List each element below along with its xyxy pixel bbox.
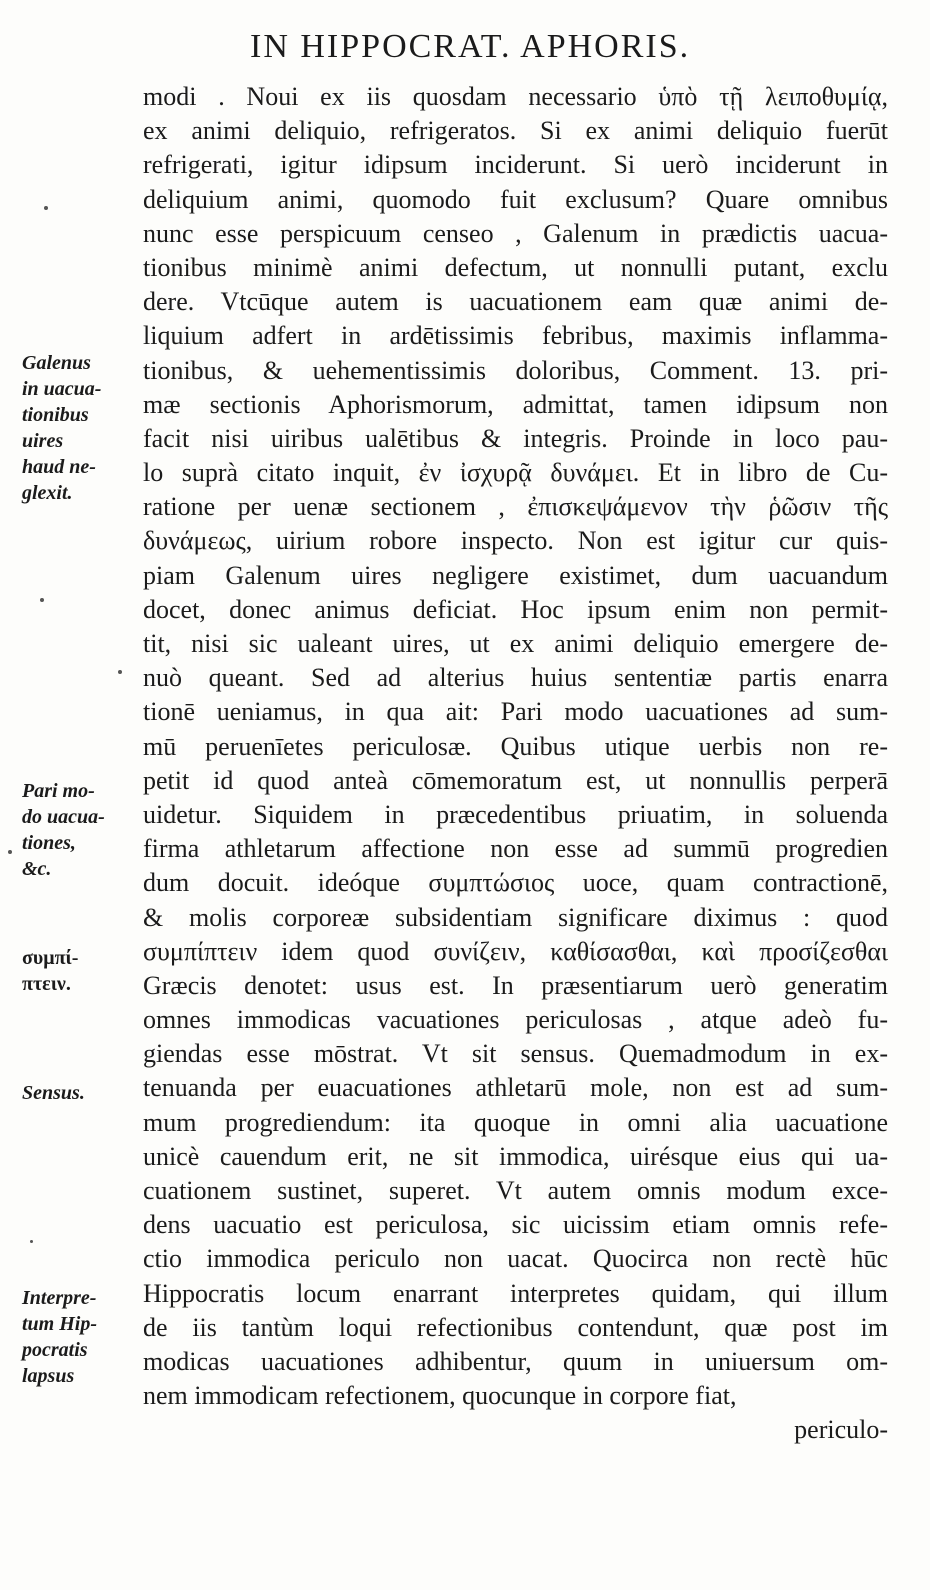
body-text <box>143 80 888 1448</box>
margin-note-pari-modo <box>22 778 134 882</box>
margin-note-greek <box>22 945 134 997</box>
margin-note-line: pocratis <box>22 1339 88 1361</box>
text-line-29: giendas esse mōstrat. Vt sit sensus. Quemadmodum in ex- <box>143 1039 888 1069</box>
text-line-35: ctio immodica periculo non uacat. Quocirca non rectè hūc <box>143 1244 888 1274</box>
ink-speck <box>30 1240 33 1243</box>
text-line-11: facit nisi uiribus ualētibus & integris. Proinde in loco pau- <box>143 423 888 453</box>
margin-note-sensus <box>22 1080 134 1106</box>
text-line-7: dere. Vtcūque autem is uacuationem eam quæ animi de- <box>143 287 888 317</box>
text-line-39: nem immodicam refectionem, quocunque in corpore fiat, <box>143 1381 737 1411</box>
margin-note-line: tum Hip- <box>22 1313 98 1335</box>
catchword: periculo- <box>794 1415 888 1445</box>
text-line-16: docet, donec animus deficiat. Hoc ipsum enim non permit- <box>143 594 888 624</box>
text-line-1: modi . Noui ex iis quosdam necessario ὑπὸ τῇ λειποθυμίᾳ, <box>143 82 888 111</box>
text-line-23: firma athletarum affectione non esse ad summū progredien <box>143 834 888 864</box>
margin-note-line: Sensus. <box>22 1082 85 1104</box>
text-line-19: tionē ueniamus, in qua ait: Pari modo uacuationes ad sum- <box>143 697 888 727</box>
text-line-3: refrigerati, igitur idipsum inciderunt. Si uerò inciderunt in <box>143 150 888 180</box>
ink-speck <box>40 598 44 602</box>
ink-speck <box>8 850 12 854</box>
margin-notes <box>0 0 130 1590</box>
text-line-28: omnes immodicas vacuationes periculosas , atque adeò fu- <box>143 1005 888 1035</box>
margin-note-galenus <box>22 350 134 506</box>
margin-note-line: Interpre- <box>22 1287 97 1309</box>
margin-note-line: Pari mo- <box>22 780 95 802</box>
text-line-2: ex animi deliquio, refrigeratos. Si ex animi deliquio fuerūt <box>143 116 888 146</box>
text-line-37: de iis tantùm loqui refectionibus contendunt, quæ post im <box>143 1312 888 1342</box>
margin-note-line: tionibus <box>22 404 89 426</box>
text-line-8: liquium adfert in ardētissimis febribus, maximis inflamma- <box>143 321 888 351</box>
margin-note-interpretum <box>22 1285 134 1389</box>
ink-speck <box>44 206 48 210</box>
ink-speck <box>118 670 122 674</box>
text-line-26: συμπίπτειν idem quod συνίζειν, καθίσασθαι, καὶ προσίζεσθαι <box>143 936 888 966</box>
margin-note-line: haud ne- <box>22 456 96 478</box>
text-line-17: tit, nisi sic ualeant uires, ut ex animi deliquio emergere de- <box>143 629 888 658</box>
text-line-24: dum docuit. ideóque συμπτώσιος uoce, quam contractionē, <box>143 868 888 898</box>
text-line-30: tenuanda per euacuationes athletarū mole, non est ad sum- <box>143 1073 888 1103</box>
text-line-15: piam Galenum uires negligere existimet, dum uacuandum <box>143 560 888 590</box>
text-line-9: tionibus, & uehementissimis doloribus, Comment. 13. pri- <box>143 355 888 385</box>
margin-note-line: glexit. <box>22 482 73 504</box>
text-line-21: petit id quod anteà cōmemoratum est, ut nonnullis perperā <box>143 765 888 795</box>
margin-note-line: Galenus <box>22 352 91 374</box>
margin-note-line: in uacua- <box>22 378 102 400</box>
margin-note-line: lapsus <box>22 1365 75 1387</box>
text-line-13: ratione per uenæ sectionem , ἐπισκεψάμενον τὴν ῥῶσιν τῆς <box>143 492 888 522</box>
text-line-20: mū peruenīetes periculosæ. Quibus utique uerbis non re- <box>143 731 888 761</box>
margin-note-line: συμπί- <box>22 947 79 969</box>
text-line-27: Græcis denotet: usus est. In præsentiarum uerò generatim <box>143 970 888 1000</box>
text-line-36: Hippocratis locum enarrant interpretes quidam, qui illum <box>143 1278 888 1308</box>
margin-note-line: πτειν. <box>22 973 71 995</box>
margin-note-line: do uacua- <box>22 806 105 828</box>
text-line-25: & molis corporeæ subsidentiam significare diximus : quod <box>143 902 888 932</box>
text-line-14: δυνάμεως, uirium robore inspecto. Non est igitur cur quis- <box>143 526 888 556</box>
text-line-31: mum progrediendum: ita quoque in omni alia uacuatione <box>143 1107 888 1137</box>
text-line-18: nuò queant. Sed ad alterius huius sententiæ partis enarra <box>143 663 888 693</box>
text-line-10: mæ sectionis Aphorismorum, admittat, tamen idipsum non <box>143 389 888 419</box>
text-line-33: cuationem sustinet, superet. Vt autem omnis modum exce- <box>143 1176 888 1205</box>
running-head: IN HIPPOCRAT. APHORIS. <box>250 28 691 65</box>
text-line-6: tionibus minimè animi defectum, ut nonnulli putant, exclu <box>143 252 888 282</box>
text-line-4: deliquium animi, quomodo fuit exclusum? Quare omnibus <box>143 184 888 214</box>
margin-note-line: tiones, <box>22 832 76 854</box>
text-line-22: uidetur. Siquidem in præcedentibus priuatim, in soluenda <box>143 799 888 829</box>
margin-note-line: uires <box>22 430 64 452</box>
text-line-34: dens uacuatio est periculosa, sic uicissim etiam omnis refe- <box>143 1210 888 1240</box>
text-line-32: unicè cauendum erit, ne sit immodica, uirésque eius qui ua- <box>143 1141 888 1171</box>
margin-note-line: &c. <box>22 858 52 880</box>
text-line-12: lo suprà citato inquit, ἐν ἰσχυρᾷ δυνάμει. Et in libro de Cu- <box>143 458 888 488</box>
text-line-5: nunc esse perspicuum censeo , Galenum in prædictis uacua- <box>143 218 888 248</box>
text-line-38: modicas uacuationes adhibentur, quum in uniuersum om- <box>143 1346 888 1376</box>
